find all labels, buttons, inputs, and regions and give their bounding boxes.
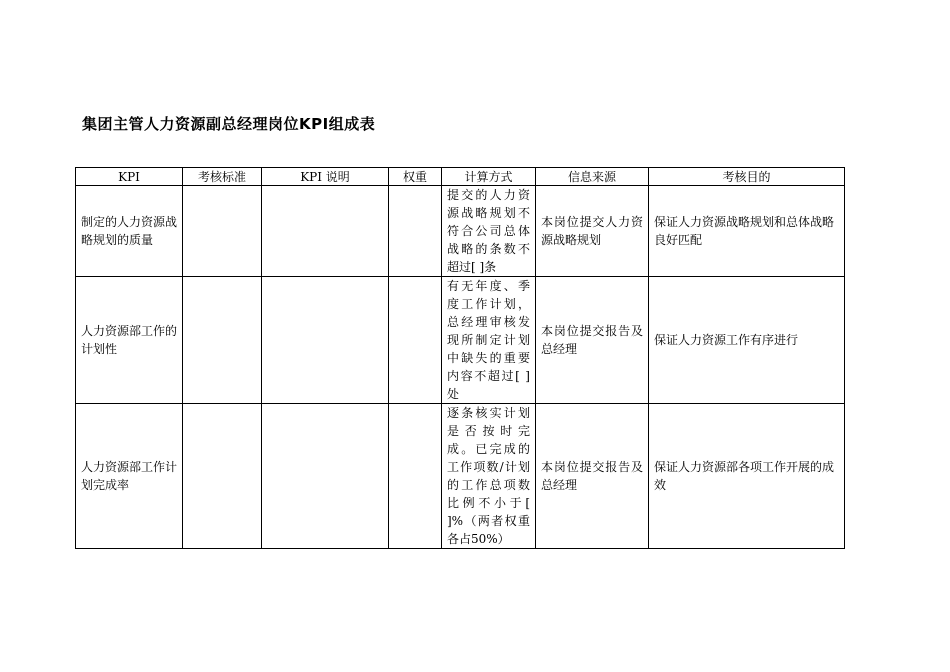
calc-cell: 提交的人力资源战略规划不符合公司总体战略的条数不超过[ ]条 — [442, 186, 536, 277]
standard-cell — [183, 186, 262, 277]
purpose-cell: 保证人力资源部各项工作开展的成效 — [649, 404, 845, 549]
explain-cell — [262, 186, 389, 277]
page-title: 集团主管人力资源副总经理岗位KPI组成表 — [82, 115, 376, 133]
table-row — [76, 404, 845, 549]
header-calc: 计算方式 — [442, 168, 536, 186]
purpose-cell: 保证人力资源战略规划和总体战略良好匹配 — [649, 186, 845, 277]
source-cell: 本岗位提交报告及总经理 — [536, 404, 649, 549]
source-cell: 本岗位提交报告及总经理 — [536, 277, 649, 404]
header-explain: KPI 说明 — [262, 168, 389, 186]
calc-cell: 有无年度、季度工作计划，总经理审核发现所制定计划中缺失的重要内容不超过[ ]处 — [442, 277, 536, 404]
standard-cell — [183, 404, 262, 549]
calc-cell: 逐条核实计划是否按时完成。已完成的工作项数/计划的工作总项数比例不小于[ ]%（两者权重各占50%） — [442, 404, 536, 549]
kpi-cell: 人力资源部工作的计划性 — [76, 277, 183, 404]
kpi-cell: 制定的人力资源战略规划的质量 — [76, 186, 183, 277]
header-weight: 权重 — [389, 168, 442, 186]
weight-cell — [389, 277, 442, 404]
weight-cell — [389, 404, 442, 549]
explain-cell — [262, 277, 389, 404]
header-standard: 考核标准 — [183, 168, 262, 186]
source-cell: 本岗位提交人力资源战略规划 — [536, 186, 649, 277]
kpi-cell: 人力资源部工作计划完成率 — [76, 404, 183, 549]
table-header-row — [76, 168, 845, 186]
table-row — [76, 277, 845, 404]
explain-cell — [262, 404, 389, 549]
header-source: 信息来源 — [536, 168, 649, 186]
header-purpose: 考核目的 — [649, 168, 845, 186]
weight-cell — [389, 186, 442, 277]
table-row — [76, 186, 845, 277]
standard-cell — [183, 277, 262, 404]
kpi-table — [75, 167, 845, 549]
header-kpi: KPI — [76, 168, 183, 186]
purpose-cell: 保证人力资源工作有序进行 — [649, 277, 845, 404]
